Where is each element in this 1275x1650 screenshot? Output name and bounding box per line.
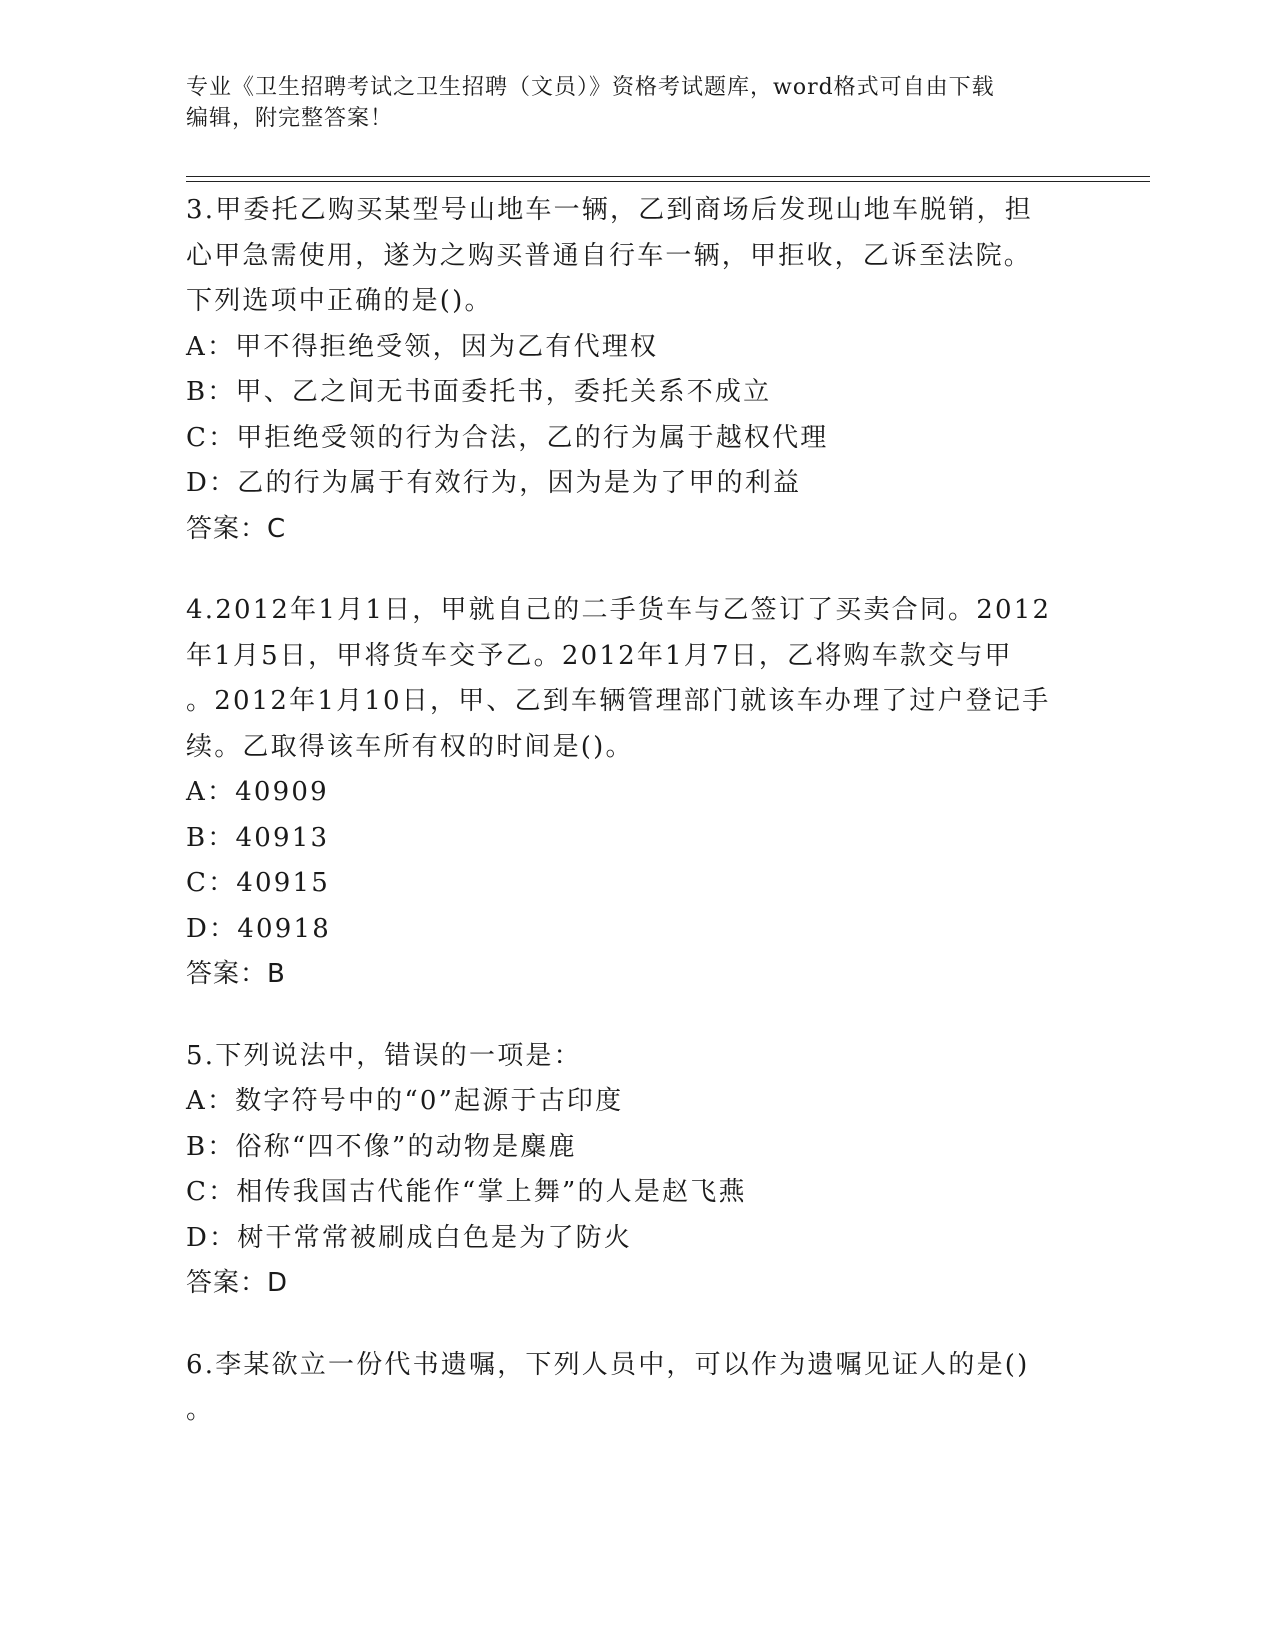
header-divider-bottom (186, 181, 1150, 182)
option-a: A：数字符号中的“0”起源于古印度 (186, 1086, 624, 1116)
question-text-line: 5.下列说法中，错误的一项是： (186, 1040, 582, 1071)
option-b: B：40913 (186, 822, 330, 853)
question-text-line: 。2012年1月10日，甲、乙到车辆管理部门就该车办理了过户登记手 (186, 686, 1051, 716)
header-divider-top (186, 176, 1150, 177)
header-line-1: 专业《卫生招聘考试之卫生招聘（文员）》资格考试题库，word格式可自由下载 (186, 75, 995, 100)
question-text-line: 年1月5日，甲将货车交予乙。2012年1月7日，乙将购车款交与甲 (186, 640, 1013, 671)
question-text-line: 3.甲委托乙购买某型号山地车一辆，乙到商场后发现山地车脱销，担 (186, 195, 1034, 225)
option-a: A：甲不得拒绝受领，因为乙有代理权 (186, 331, 659, 362)
question-item (186, 188, 1086, 552)
option-d: D：树干常常被刷成白色是为了防火 (186, 1222, 633, 1253)
option-d: D：乙的行为属于有效行为，因为是为了甲的利益 (186, 468, 802, 498)
option-a: A：40909 (186, 777, 329, 807)
answer-line: 答案：D (186, 1268, 289, 1298)
header-line-2: 编辑，附完整答案！ (186, 106, 394, 131)
question-item (186, 588, 1086, 998)
question-item (186, 1343, 1086, 1434)
answer-line: 答案：B (186, 959, 286, 989)
question-text-line: 6.李某欲立一份代书遗嘱，下列人员中，可以作为遗嘱见证人的是() (186, 1349, 1030, 1380)
question-text-line: 。 (186, 1395, 215, 1425)
option-c: C：40915 (186, 868, 331, 898)
document-header (186, 72, 1066, 134)
question-item (186, 1034, 1086, 1307)
option-b: B：俗称“四不像”的动物是麋鹿 (186, 1131, 577, 1162)
answer-line: 答案：C (186, 513, 287, 544)
question-text-line: 4.2012年1月1日，甲就自己的二手货车与乙签订了买卖合同。2012 (186, 595, 1052, 625)
question-text-line: 续。乙取得该车所有权的时间是()。 (186, 731, 634, 762)
question-text-line: 心甲急需使用，遂为之购买普通自行车一辆，甲拒收，乙诉至法院。 (186, 240, 1033, 271)
question-list (186, 188, 1086, 1470)
option-c: C：甲拒绝受领的行为合法，乙的行为属于越权代理 (186, 422, 829, 453)
question-text-line: 下列选项中正确的是()。 (186, 286, 493, 316)
option-d: D：40918 (186, 913, 331, 944)
option-b: B：甲、乙之间无书面委托书，委托关系不成立 (186, 377, 772, 407)
option-c: C：相传我国古代能作“掌上舞”的人是赵飞燕 (186, 1177, 747, 1207)
